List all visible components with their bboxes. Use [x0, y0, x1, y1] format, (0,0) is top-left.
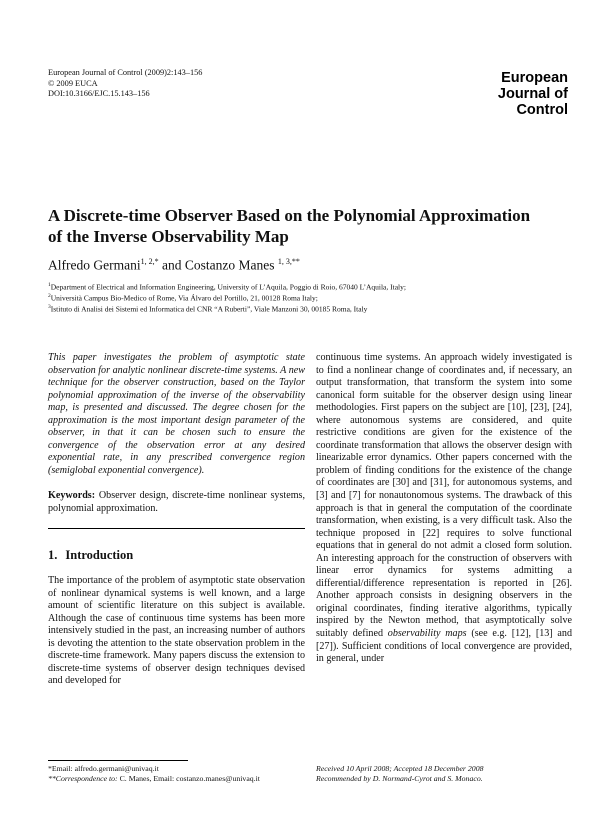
abstract: This paper investigates the problem of asymptotic state observation for analytic nonlinear discrete-time systems. A new technique for the observer construction, based on the Taylor polynomial approximation of the inverse of the observability map, is presented and discussed. The degree chosen for the approximation is the most important design parameter of the observer, in that it can be chosen such to ensure the convergence of the observation error at any desired exponential rate, in any prescribed convergence region (semiglobal exponential convergence). [48, 352, 305, 476]
journal-citation: European Journal of Control (2009)2:143–156 [48, 68, 203, 77]
footnotes [48, 764, 308, 784]
affiliation-1: $^1$Department of Electrical and Information Engineering, University of L’Aquila, Poggio di Roio, 67040 L’Aquila, Italy; [48, 282, 406, 292]
intro-continued: continuous time systems. An approach widely investigated is to find a nonlinear change of coordinates and, if necessary, an output transformation, that transform the system into some canonical form suitable for the observer design using linear methodologies. First papers on the subject are [10], [23], [24], where autonomous systems are considered, and quite restrictive conditions are given for the existence of the coordinate transformation that allows the observer design with linearizable error dynamics. Other papers concerned with the problem of finding conditions for the existence of the change of coordinates are [30] and [31], for autonomous systems, and [3] and [7] for nonautonomous systems. The drawback of this approach is that in general the computation of the coordinate transformation, when existing, is a very difficult task. Also the technique proposed in [22] requires to solve functional equations that in general do not admit a closed form solution. An interesting approach for the construction of observers with linear error dynamics for systems admitting a differential/difference representation is reported in [26]. Another approach consists in designing observers in the original coordinates, finding iterative algorithms, typically inspired by the Newton method, that asymptotically solve suitably defined [316, 352, 572, 640]
author-2: Costanzo Manes [184, 257, 275, 273]
abstract-divider [48, 528, 305, 529]
right-column: continuous time systems. An approach widely investigated is to find a nonlinear change of coordinates and, if necessary, an output transformation, that transform the system into some canonical form suitable for the observer design using linear methodologies. First papers on the subject are [10], [23], [24], where autonomous systems are considered, and quite restrictive conditions are given for the existence of the coordinate transformation that allows the observer design with linearizable error dynamics. Other papers concerned with the problem of finding conditions for the existence of the change of coordinates are [30] and [31], for autonomous systems, and [3] and [7] for nonautonomous systems. The drawback of this approach is that in general the computation of the coordinate transformation, when existing, is a very difficult task. Also the technique proposed in [22] requires to solve functional equations that in general do not admit a closed form solution. An interesting approach for the construction of observers with linear error dynamics for systems admitting a differential/difference representation is reported in [26]. Another approach consists in designing observers in the original coordinates, finding iterative algorithms, typically inspired by the Newton method, that asymptotically solve suitably defined observability maps (see e.g. [12], [13] and [27]). Sufficient conditions of local convergence are provided, in general, under [316, 352, 572, 665]
intro-paragraph: The importance of the problem of asymptotic state observation of nonlinear dynamical systems is well known, and a large amount of scientific literature on this subject is available. Although the case of continuous time systems has been more intensively studied in the past, an increasing number of authors is devoting the attention to the state observation problem in the discrete-time framework. Many papers discuss the extension to discrete-time systems of observer design techniques devised and developed for [48, 575, 305, 687]
keywords: Keywords: Observer design, discrete-time nonlinear systems, polynomial approximation. [48, 490, 305, 515]
affiliation-2: $^2$Università Campus Bio-Medico of Rome, Via Álvaro del Portillo, 21, 00128 Roma Italy; [48, 293, 318, 303]
observability-maps-term: observability maps [387, 628, 467, 640]
footnote-divider [48, 760, 188, 761]
affiliation-3: $^3$Istituto di Analisi dei Sistemi ed Informatica del CNR “A Ruberti”, Viale Manzoni 30, 00185 Roma, Italy [48, 304, 368, 314]
journal-header [48, 68, 202, 100]
submission-info [316, 764, 572, 784]
received-date: Received 10 April 2008; Accepted 18 December 2008 [316, 764, 484, 773]
affiliations [48, 281, 578, 314]
journal-logo: European Journal of Control [497, 70, 568, 118]
doi: DOI:10.3166/EJC.15.143–156 [48, 89, 150, 98]
section-heading: 1. Introduction [48, 547, 134, 562]
copyright: © 2009 EUCA [48, 78, 98, 88]
left-column [48, 352, 305, 688]
recommended-by: Recommended by D. Normand-Cyrot and S. Monaco. [316, 774, 483, 784]
footnote-correspondence: **Correspondence to: C. Manes, Email: costanzo.manes@univaq.it [48, 774, 260, 784]
paper-title: A Discrete-time Observer Based on the Polynomial Approximation of the Inverse Observability Map [48, 206, 531, 246]
author-1: Alfredo Germani [48, 257, 141, 273]
footnote-email: *Email: alfredo.germani@univaq.it [48, 764, 159, 773]
authors: Alfredo Germani$^{1, 2,*}$ and Costanzo Manes $^{1, 3,**}$ [48, 257, 300, 273]
